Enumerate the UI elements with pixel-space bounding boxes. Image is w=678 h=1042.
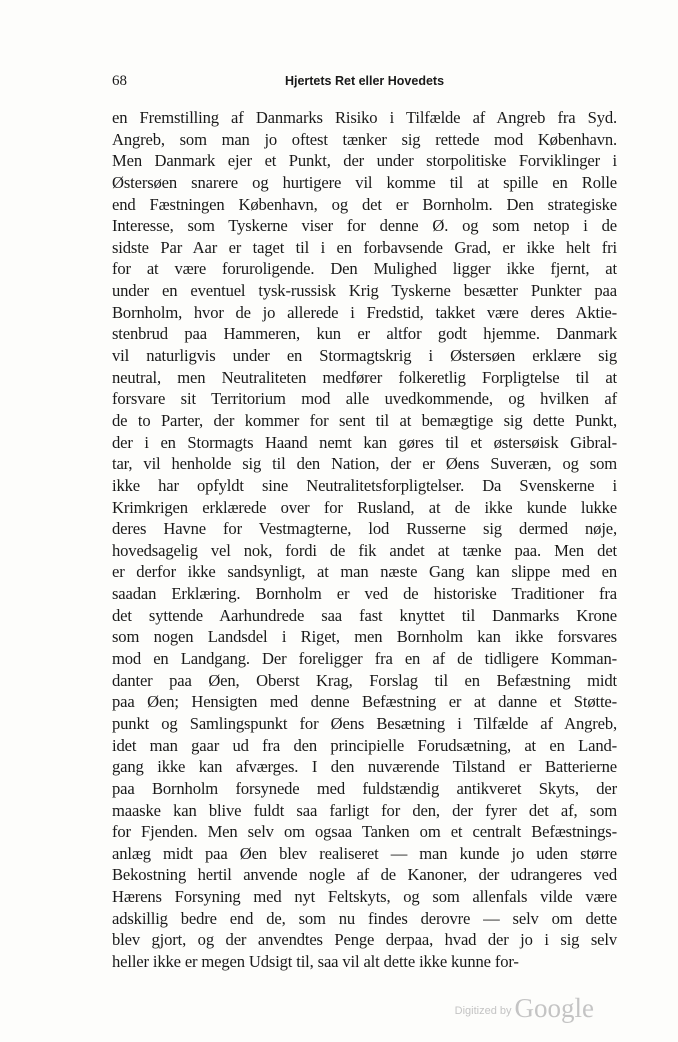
- text-line: saadan Erklæring. Bornholm er ved de historiske Traditioner fra: [112, 584, 617, 604]
- page-number: 68: [112, 73, 127, 89]
- text-line: for at være foruroligende. Den Mulighed ligger ikke fjernt, at: [112, 259, 617, 279]
- text-line: Angreb, som man jo oftest tænker sig rettede mod København.: [112, 129, 617, 149]
- text-line: gang ikke kan afværges. I den nuværende Tilstand er Batterierne: [112, 757, 617, 777]
- digitized-by-google-watermark: [455, 993, 594, 1024]
- text-line: er derfor ikke sandsynligt, at man næste Gang kan slippe med en: [112, 562, 617, 582]
- page-header: [112, 72, 617, 90]
- text-line: paa Bornholm forsynede med fuldstændig antikveret Skyts, der: [112, 778, 617, 798]
- text-line: de to Parter, der kommer for sent til at bemægtige sig dette Punkt,: [112, 410, 617, 430]
- body-text: [112, 107, 617, 973]
- text-line: punkt og Samlingspunkt for Øens Besætning i Tilfælde af Angreb,: [112, 713, 617, 733]
- text-line: som nogen Landsdel i Riget, men Bornholm kan ikke forsvares: [112, 627, 617, 647]
- text-line: paa Øen; Hensigten med denne Befæstning er at danne et Støtte-: [112, 692, 617, 712]
- text-line: idet man gaar ud fra den principielle Forudsætning, at en Land-: [112, 735, 617, 755]
- text-line: Bornholm, hvor de jo allerede i Fredstid, takket være deres Aktie-: [112, 302, 617, 322]
- text-line: stenbrud paa Hammeren, kun er altfor godt hjemme. Danmark: [112, 324, 617, 344]
- text-line: forsvare sit Territorium mod alle uvedkommende, og hvilken af: [112, 389, 617, 409]
- text-line: Bekostning hertil anvende nogle af de Kanoner, der udrangeres ved: [112, 865, 617, 885]
- text-line: Østersøen snarere og hurtigere vil komme til at spille en Rolle: [112, 172, 617, 192]
- text-line: sidste Par Aar er taget til i en forbavsende Grad, er ikke helt fri: [112, 237, 617, 257]
- watermark-prefix: Digitized by: [454, 1005, 512, 1017]
- text-line: en Fremstilling af Danmarks Risiko i Tilfælde af Angreb fra Syd.: [112, 108, 617, 127]
- text-line: heller ikke er megen Udsigt til, saa vil alt dette ikke kunne for-: [112, 951, 519, 971]
- text-line: Krimkrigen erklærede over for Rusland, at de ikke kunde lukke: [112, 497, 617, 517]
- text-line: under en eventuel tysk-russisk Krig Tyskerne besætter Punkter paa: [112, 281, 617, 301]
- text-line: for Fjenden. Men selv om ogsaa Tanken om et centralt Befæstnings-: [112, 822, 617, 842]
- text-line: Men Danmark ejer et Punkt, der under storpolitiske Forviklinger i: [112, 151, 617, 171]
- text-line: deres Havne for Vestmagterne, lod Russerne sig dermed nøje,: [112, 519, 617, 539]
- text-line: hovedsagelig vel nok, fordi de fik andet at tænke paa. Men det: [112, 540, 617, 560]
- text-line: vil naturligvis under en Stormagtskrig i Østersøen erklære sig: [112, 346, 617, 366]
- text-line: tar, vil henholde sig til den Nation, der er Øens Suveræn, og som: [112, 454, 617, 474]
- text-line: der i en Stormagts Haand nemt kan gøres til et østersøisk Gibral-: [112, 432, 617, 452]
- running-head: Hjertets Ret eller Hovedets: [284, 74, 445, 88]
- google-logo-text: Google: [514, 993, 594, 1023]
- text-line: neutral, men Neutraliteten medfører folkeretlig Forpligtelse til at: [112, 367, 617, 387]
- text-line: ikke har opfyldt sine Neutralitetsforpligtelser. Da Svenskerne i: [112, 475, 617, 495]
- text-line: end Fæstningen København, og det er Bornholm. Den strategiske: [112, 194, 617, 214]
- text-line: Interesse, som Tyskerne viser for denne Ø. og som netop i de: [112, 216, 617, 236]
- text-line: danter paa Øen, Oberst Krag, Forslag til en Befæstning midt: [112, 670, 617, 690]
- text-line: anlæg midt paa Øen blev realiseret — man kunde jo uden større: [112, 843, 617, 863]
- text-line: blev gjort, og der anvendtes Penge derpaa, hvad der jo i sig selv: [112, 930, 617, 950]
- text-line: Hærens Forsyning med nyt Feltskyts, og som allenfals vilde være: [112, 887, 617, 907]
- text-line: maaske kan blive fuldt saa farligt for den, der fyrer det af, som: [112, 800, 617, 820]
- text-line: mod en Landgang. Der foreligger fra en af de tidligere Komman-: [112, 649, 617, 669]
- text-line: adskillig bedre end de, som nu findes derovre — selv om dette: [112, 908, 617, 928]
- text-line: det syttende Aarhundrede saa fast knyttet til Danmarks Krone: [112, 605, 617, 625]
